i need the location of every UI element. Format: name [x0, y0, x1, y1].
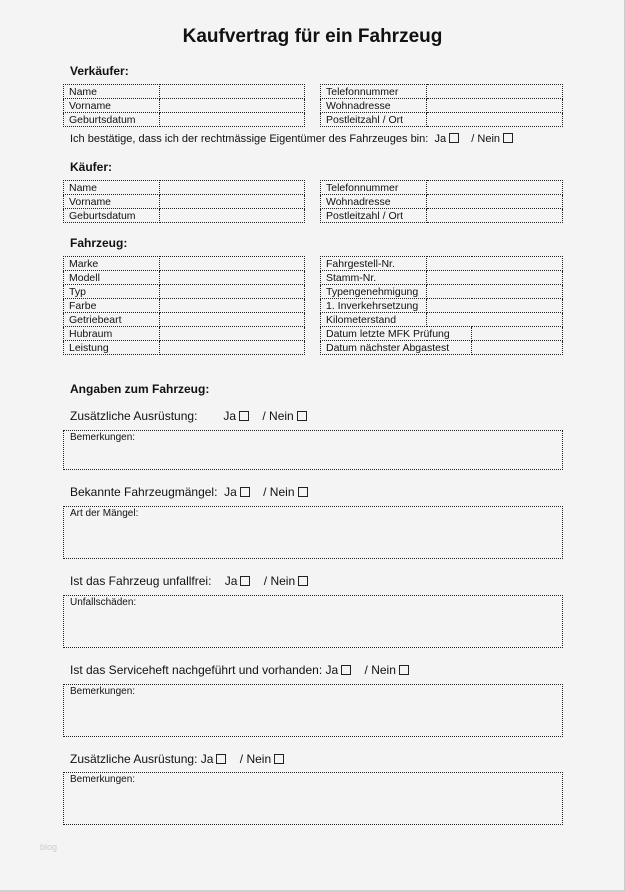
- question-accident-free: [70, 574, 308, 588]
- owner-confirmation: [70, 133, 513, 145]
- field-label: Wohnadresse: [321, 99, 427, 113]
- no-label: / Nein: [263, 485, 295, 499]
- yes-checkbox[interactable]: [341, 665, 351, 675]
- yes-checkbox[interactable]: [240, 576, 250, 586]
- field-input[interactable]: [160, 257, 305, 271]
- vehicle-heading: Fahrzeug:: [70, 236, 128, 250]
- field-input[interactable]: [472, 327, 563, 341]
- remarks-box[interactable]: [63, 430, 563, 470]
- question-label: Ist das Serviceheft nachgeführt und vorhanden:: [70, 663, 323, 677]
- buyer-table-right: [320, 180, 563, 223]
- question-label: Ist das Fahrzeug unfallfrei:: [70, 574, 212, 588]
- field-label: Wohnadresse: [321, 195, 427, 209]
- field-label: Geburtsdatum: [64, 113, 160, 127]
- no-checkbox[interactable]: [298, 576, 308, 586]
- yes-label: Ja: [223, 409, 237, 423]
- question-additional-equipment: [70, 409, 307, 423]
- no-label: / Nein: [262, 409, 294, 423]
- seller-table-left: [63, 84, 305, 127]
- field-input[interactable]: [427, 181, 563, 195]
- question-label: Zusätzliche Ausrüstung:: [70, 752, 198, 766]
- field-label: Fahrgestell-Nr.: [321, 257, 427, 271]
- yes-checkbox[interactable]: [216, 754, 226, 764]
- accident-damage-box[interactable]: [63, 595, 563, 648]
- yes-checkbox[interactable]: [239, 411, 249, 421]
- defects-box[interactable]: [63, 506, 563, 559]
- service-remarks-box[interactable]: [63, 684, 563, 737]
- no-label: / Nein: [263, 574, 296, 588]
- no-label: / Nein: [471, 133, 501, 145]
- vehicle-table-right: [320, 256, 563, 355]
- field-label: 1. Inverkehrsetzung: [321, 299, 427, 313]
- field-input[interactable]: [427, 209, 563, 223]
- field-input[interactable]: [160, 313, 305, 327]
- watermark: blog: [40, 842, 58, 852]
- field-label: Telefonnummer: [321, 85, 427, 99]
- field-label: Stamm-Nr.: [321, 271, 427, 285]
- field-label: Leistung: [64, 341, 160, 355]
- confirm-text: Ich bestätige, dass ich der rechtmässige Eigentümer des Fahrzeuges bin:: [70, 133, 429, 145]
- field-label: Name: [64, 181, 160, 195]
- field-label: Kilometerstand: [321, 313, 427, 327]
- field-label: Name: [64, 85, 160, 99]
- field-input[interactable]: [427, 313, 563, 327]
- field-label: Marke: [64, 257, 160, 271]
- field-label: Farbe: [64, 299, 160, 313]
- seller-heading: Verkäufer:: [70, 64, 129, 78]
- field-label: Typengenehmigung: [321, 285, 427, 299]
- yes-label: Ja: [325, 663, 339, 677]
- buyer-table-left: [63, 180, 305, 223]
- no-checkbox[interactable]: [399, 665, 409, 675]
- box-label: Unfallschäden:: [70, 597, 137, 608]
- field-input[interactable]: [427, 257, 563, 271]
- field-input[interactable]: [160, 85, 305, 99]
- field-input[interactable]: [160, 327, 305, 341]
- field-input[interactable]: [427, 113, 563, 127]
- box-label: Bemerkungen:: [70, 774, 136, 785]
- box-label: Art der Mängel:: [70, 508, 139, 519]
- field-input[interactable]: [160, 181, 305, 195]
- no-checkbox[interactable]: [274, 754, 284, 764]
- seller-table-right: [320, 84, 563, 127]
- no-checkbox[interactable]: [503, 133, 513, 143]
- field-input[interactable]: [472, 341, 563, 355]
- field-label: Vorname: [64, 195, 160, 209]
- field-input[interactable]: [160, 299, 305, 313]
- field-label: Datum nächster Abgastest: [321, 341, 472, 355]
- no-checkbox[interactable]: [298, 487, 308, 497]
- box-label: Bemerkungen:: [70, 432, 136, 443]
- field-label: Geburtsdatum: [64, 209, 160, 223]
- field-input[interactable]: [427, 195, 563, 209]
- question-service-book: [70, 663, 409, 677]
- field-label: Telefonnummer: [321, 181, 427, 195]
- field-input[interactable]: [160, 195, 305, 209]
- details-heading: Angaben zum Fahrzeug:: [70, 382, 210, 396]
- question-known-defects: [70, 485, 308, 499]
- field-label: Postleitzahl / Ort: [321, 209, 427, 223]
- field-input[interactable]: [160, 285, 305, 299]
- field-label: Typ: [64, 285, 160, 299]
- field-label: Postleitzahl / Ort: [321, 113, 427, 127]
- remarks-box-2[interactable]: [63, 772, 563, 825]
- yes-label: Ja: [200, 752, 214, 766]
- vehicle-table-left: [63, 256, 305, 355]
- field-input[interactable]: [427, 285, 563, 299]
- field-input[interactable]: [427, 85, 563, 99]
- no-label: / Nein: [239, 752, 272, 766]
- yes-label: Ja: [224, 485, 237, 499]
- buyer-heading: Käufer:: [70, 160, 113, 174]
- page-title: Kaufvertrag für ein Fahrzeug: [182, 26, 443, 47]
- field-input[interactable]: [427, 99, 563, 113]
- question-label: Bekannte Fahrzeugmängel:: [70, 485, 218, 499]
- field-label: Modell: [64, 271, 160, 285]
- field-input[interactable]: [160, 209, 305, 223]
- yes-checkbox[interactable]: [240, 487, 250, 497]
- field-label: Getriebeart: [64, 313, 160, 327]
- field-input[interactable]: [160, 271, 305, 285]
- yes-label: Ja: [224, 574, 238, 588]
- question-label: Zusätzliche Ausrüstung:: [70, 409, 198, 423]
- field-label: Vorname: [64, 99, 160, 113]
- box-label: Bemerkungen:: [70, 686, 136, 697]
- yes-label: Ja: [434, 133, 447, 145]
- field-input[interactable]: [160, 99, 305, 113]
- yes-checkbox[interactable]: [449, 133, 459, 143]
- field-label: Hubraum: [64, 327, 160, 341]
- no-label: / Nein: [364, 663, 396, 677]
- field-input[interactable]: [427, 299, 563, 313]
- field-label: Datum letzte MFK Prüfung: [321, 327, 472, 341]
- field-input[interactable]: [160, 341, 305, 355]
- no-checkbox[interactable]: [297, 411, 307, 421]
- field-input[interactable]: [160, 113, 305, 127]
- field-input[interactable]: [427, 271, 563, 285]
- question-additional-equipment-2: [70, 752, 284, 766]
